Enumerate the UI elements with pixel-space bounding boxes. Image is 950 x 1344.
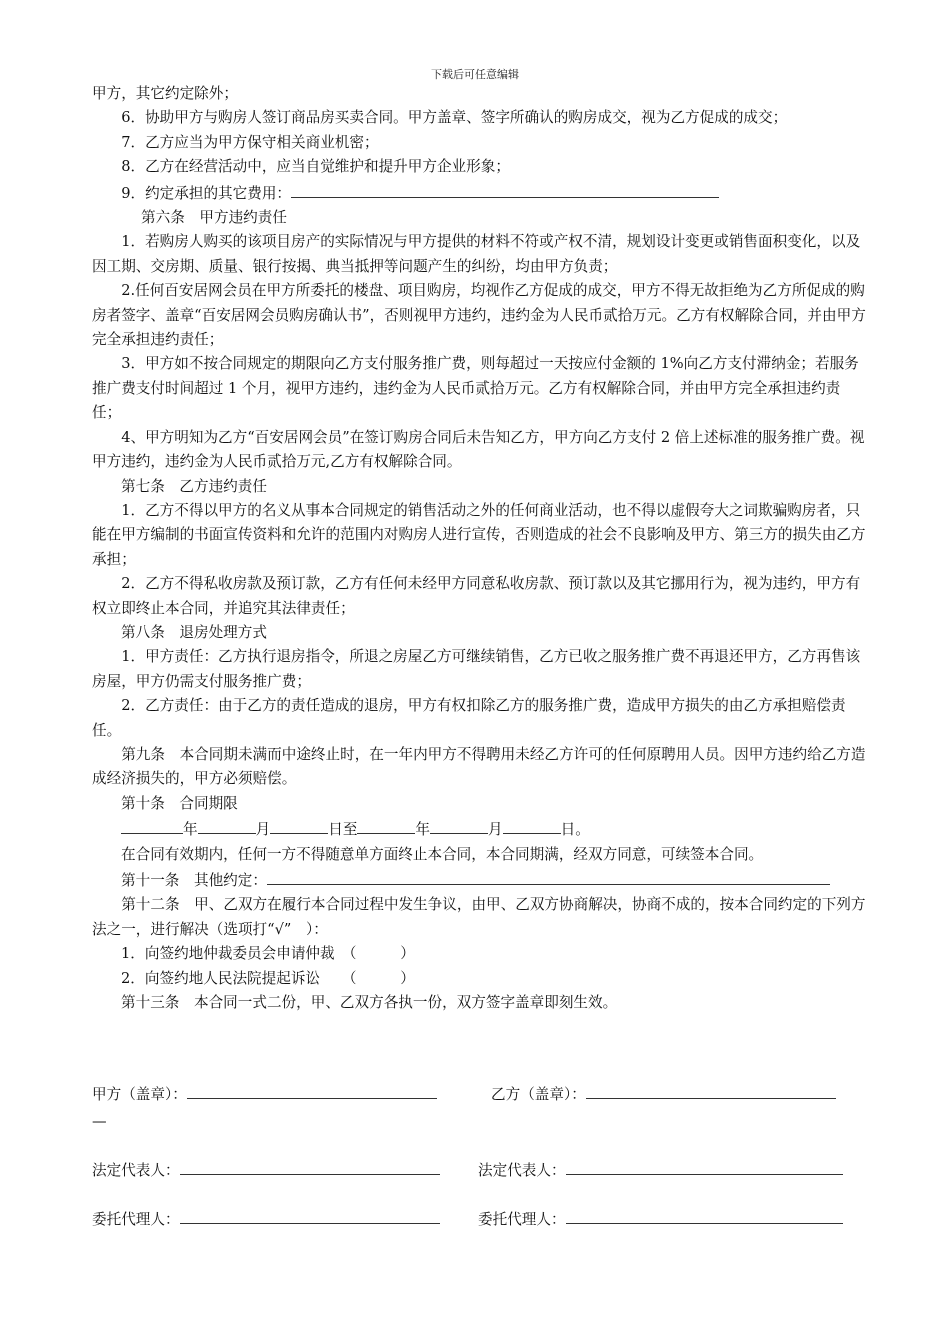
article-8-item-2: 2．乙方责任：由于乙方的责任造成的退房，甲方有权扣除乙方的服务推广费，造成甲方损失的由乙方承担赔偿责任。 (92, 697, 846, 739)
legal-rep-a-label: 法定代表人： (92, 1162, 180, 1179)
day-to-label: 日至 (328, 821, 358, 839)
article-7-heading: 第七条 乙方违约责任 (121, 477, 267, 495)
legal-rep-b (478, 1158, 843, 1180)
legal-rep-b-blank (566, 1158, 843, 1175)
agent-b (478, 1207, 843, 1229)
year-label: 年 (415, 821, 431, 839)
other-fees-blank (291, 180, 719, 198)
agent-a-label: 委托代理人： (92, 1211, 180, 1228)
article-7-item-2: 2．乙方不得私收房款及预订款，乙方有任何未经甲方同意私收房款、预订款以及其它挪用行为，视为违约，甲方有权立即终止本合同，并追究其法律责任； (92, 575, 861, 617)
trailing-dash: — (92, 1113, 107, 1130)
article-10-text: 在合同有效期内，任何一方不得随意单方面终止本合同，本合同期满，经双方同意，可续签本合同。 (121, 845, 764, 863)
party-b-blank (586, 1082, 836, 1099)
article-8-item-1: 1．甲方责任：乙方执行退房指令，所退之房屋乙方可继续销售，乙方已收之服务推广费不再退还甲方，乙方再售该房屋，甲方仍需支付服务推广费； (92, 648, 861, 690)
article-12-option-2: 2．向签约地人民法院提起诉讼 （ ） (121, 969, 415, 987)
month-label: 月 (255, 821, 271, 839)
legal-rep-a-blank (180, 1158, 440, 1175)
clause-6: 6．协助甲方与购房人签订商品房买卖合同。甲方盖章、签字所确认的购房成交，视为乙方促成的成交； (121, 109, 788, 127)
clause-9 (92, 180, 867, 206)
party-a-seal (92, 1082, 437, 1104)
article-6-item-4: 4、甲方明知为乙方“百安居网会员”在签订购房合同后未告知乙方，甲方向乙方支付 2 倍上述标准的服务推广费。视甲方违约，违约金为人民币贰拾万元,乙方有权解除合同。 (92, 428, 865, 471)
contract-period (92, 816, 867, 842)
end-day-blank (503, 816, 561, 834)
agent-b-blank (566, 1207, 843, 1224)
day-label: 日。 (560, 821, 590, 839)
article-9: 第九条 本合同期未满而中途终止时，在一年内甲方不得聘用未经乙方许可的任何原聘用人员。因甲方违约给乙方造成经济损失的，甲方必须赔偿。 (92, 745, 866, 788)
party-a-blank (187, 1082, 437, 1099)
article-7-item-1: 1．乙方不得以甲方的名义从事本合同规定的销售活动之外的任何商业活动，也不得以虚假夸大之词欺骗购房者，只能在甲方编制的书面宣传资料和允许的范围内对购房人进行宣传，否则造成的社会不良影响及甲方、第三方的损失由乙方承担； (92, 501, 866, 568)
article-10-heading: 第十条 合同期限 (121, 794, 238, 812)
start-month-blank (198, 816, 256, 834)
article-6-item-3: 3．甲方如不按合同规定的期限向乙方支付服务推广费，则每超过一天按应付金额的 1%向乙方支付滞纳金；若服务推广费支付时间超过 1 个月，视甲方违约，违约金为人民币贰拾万元。乙方有权解除合同，并由甲方完全承担违约责任； (92, 355, 859, 422)
year-label: 年 (183, 821, 198, 839)
article-13: 第十三条 本合同一式二份，甲、乙双方各执一份，双方签字盖章即刻生效。 (121, 994, 618, 1012)
page-header: 下载后可任意编辑 (431, 68, 519, 81)
start-day-blank (270, 816, 328, 834)
legal-rep-a (92, 1158, 440, 1180)
article-8-heading: 第八条 退房处理方式 (121, 623, 267, 641)
party-b-seal (491, 1082, 836, 1104)
agent-b-label: 委托代理人： (478, 1211, 566, 1228)
clause-9-text: 9．约定承担的其它费用： (121, 184, 292, 202)
party-a-label: 甲方（盖章）： (92, 1086, 187, 1103)
article-11-text: 第十一条 其他约定： (121, 872, 267, 889)
article-11 (92, 867, 867, 893)
article-6-heading: 第六条 甲方违约责任 (141, 209, 287, 227)
article-6-item-2: 2.任何百安居网会员在甲方所委托的楼盘、项目购房，均视作乙方促成的成交，甲方不得无故拒绝为乙方所促成的购房者签字、盖章“百安居网会员购房确认书”，否则视甲方违约，违约金为人民币贰拾万元。乙方有权解除合同，并由甲方完全承担违约责任； (92, 282, 866, 349)
article-6-item-1: 1．若购房人购买的该项目房产的实际情况与甲方提供的材料不符或产权不清，规划设计变更或销售面积变化，以及因工期、交房期、质量、银行按揭、典当抵押等问题产生的纠纷，均由甲方负责； (92, 233, 861, 275)
other-agreement-blank (267, 867, 830, 885)
end-month-blank (430, 816, 488, 834)
clause-7: 7．乙方应当为甲方保守相关商业机密； (121, 133, 379, 151)
month-label: 月 (488, 821, 503, 839)
agent-a-blank (180, 1207, 440, 1224)
legal-rep-b-label: 法定代表人： (478, 1162, 566, 1179)
end-year-blank (357, 816, 415, 834)
agent-a (92, 1207, 440, 1229)
start-year-blank (121, 816, 183, 834)
article-12-option-1: 1．向签约地仲裁委员会申请仲裁 （ ） (121, 945, 415, 963)
party-b-label: 乙方（盖章）： (491, 1086, 586, 1103)
clause-8: 8．乙方在经营活动中，应当自觉维护和提升甲方企业形象； (121, 158, 510, 176)
article-12: 第十二条 甲、乙双方在履行本合同过程中发生争议，由甲、乙双方协商解决，协商不成的，按本合同约定的下列方法之一，进行解决（选项打“√” ）： (92, 896, 866, 938)
paragraph: 甲方，其它约定除外； (92, 85, 238, 102)
contract-body (92, 82, 867, 1015)
